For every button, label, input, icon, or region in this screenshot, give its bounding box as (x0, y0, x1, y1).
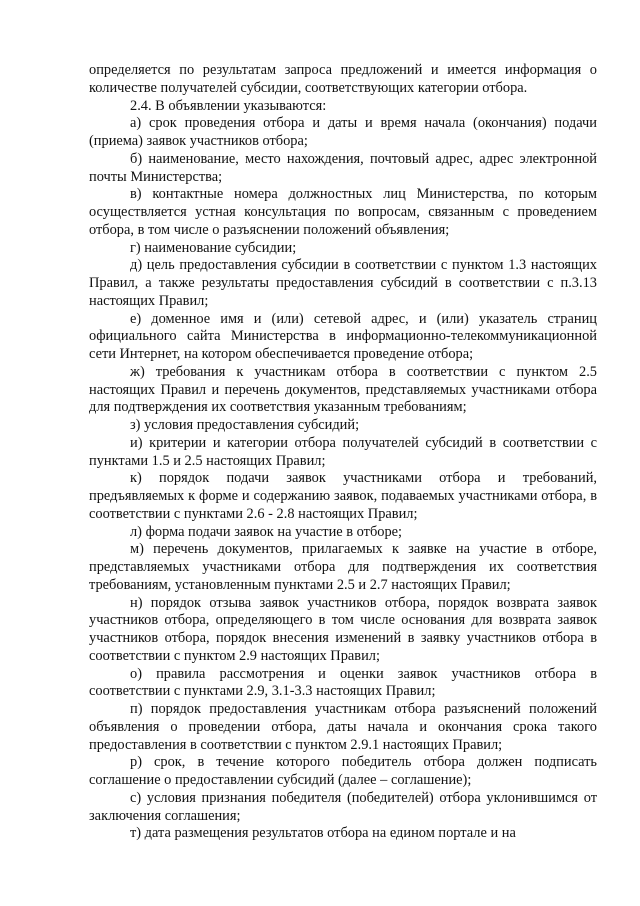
list-item-z: з) условия предоставления субсидий; (130, 417, 360, 433)
paragraph-continuation: определяется по результатам запроса предложений и имеется информация о количестве получателей субсидии, соответствующих категории отбора. (89, 62, 597, 96)
paragraph-section-2-4: 2.4. В объявлении указываются: (130, 97, 327, 114)
list-item-p: п) порядок предоставления участникам отбора разъяснений положений объявления о проведении отбора, даты начала и окончания срока такого предоставления в соответствии с пунктом 2.9.1 настоящих Правил; (89, 701, 597, 753)
document-page (89, 62, 597, 843)
list-item-v: в) контактные номера должностных лиц Министерства, по которым осуществляется устная консультация по вопросам, связанным с проведением отбора, в том числе о разъяснении положений объявления; (89, 186, 597, 238)
list-item-k: к) порядок подачи заявок участниками отбора и требований, предъявляемых к форме и содержанию заявок, подаваемых участниками отбора, в соответствии с пунктами 2.6 - 2.8 настоящих Правил; (89, 470, 597, 522)
list-item-i: и) критерии и категории отбора получателей субсидий в соответствии с пунктами 1.5 и 2.5 настоящих Правил; (89, 434, 597, 469)
list-item-d: д) цель предоставления субсидии в соответствии с пунктом 1.3 настоящих Правил, а также результаты предоставления субсидий в соответствии с п.3.13 настоящих Правил; (89, 257, 597, 309)
list-item-s: с) условия признания победителя (победителей) отбора уклонившимся от заключения соглашения; (89, 789, 597, 824)
list-item-e: е) доменное имя и (или) сетевой адрес, и (или) указатель страниц официального сайта Министерства в информационно-телекоммуникационной сети Интернет, на котором обеспечивается проведение отбора; (89, 310, 597, 362)
list-item-b: б) наименование, место нахождения, почтовый адрес, адрес электронной почты Министерства; (89, 150, 597, 185)
list-item-o: о) правила рассмотрения и оценки заявок участников отбора в соответствии с пунктами 2.9, 3.1-3.3 настоящих Правил; (89, 665, 597, 700)
list-item-n: н) порядок отзыва заявок участников отбора, порядок возврата заявок участников отбора, определяющего в том числе основания для возврата заявок участников отбора, порядок внесения изменений в заявку участников отбора в соответствии с пунктом 2.9 настоящих Правил; (89, 594, 597, 664)
list-item-r: р) срок, в течение которого победитель отбора должен подписать соглашение о предоставлении субсидий (далее – соглашение); (89, 754, 597, 788)
list-item-g: г) наименование субсидии; (130, 239, 297, 256)
list-item-t: т) дата размещения результатов отбора на едином портале и на (130, 825, 516, 842)
list-item-l: л) форма подачи заявок на участие в отборе; (130, 523, 403, 540)
list-item-zh: ж) требования к участникам отбора в соответствии с пунктом 2.5 настоящих Правил и перечень документов, представляемых участниками отбора для подтверждения их соответствия указанным требованиям; (89, 363, 597, 416)
list-item-a: а) срок проведения отбора и даты и время начала (окончания) подачи (приема) заявок участников отбора; (89, 115, 597, 149)
list-item-m: м) перечень документов, прилагаемых к заявке на участие в отборе, представляемых участниками отбора для подтверждения их соответствия требованиям, установленным пунктами 2.5 и 2.7 настоящих Правил; (89, 541, 597, 593)
